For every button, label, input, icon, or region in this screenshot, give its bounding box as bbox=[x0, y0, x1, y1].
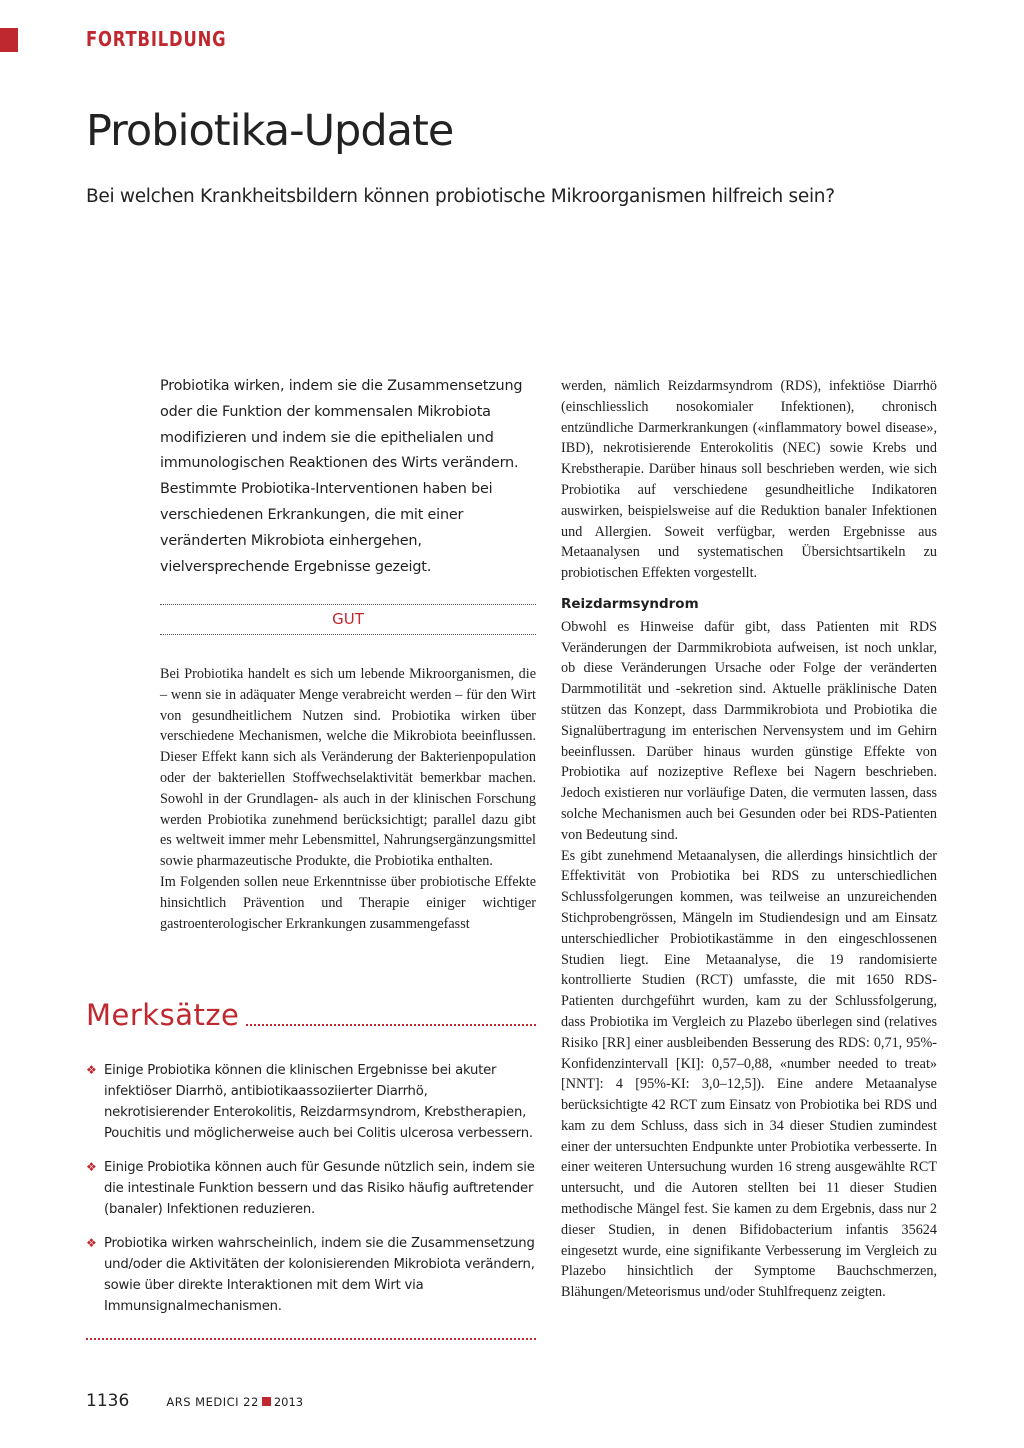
page-subtitle: Bei welchen Krankheitsbildern können probiotische Mikroorganismen hilfreich sein? bbox=[86, 186, 835, 207]
page-number: 1136 bbox=[86, 1391, 130, 1411]
list-item bbox=[86, 1157, 536, 1220]
section-heading: Reizdarmsyndrom bbox=[561, 595, 699, 612]
list-item bbox=[86, 1060, 536, 1144]
list-item-text: Einige Probiotika können auch für Gesunde nützlich sein, indem sie die intestinale Funktion bessern und das Risiko häufig auftretender (banaler) Infektionen reduzieren. bbox=[104, 1160, 535, 1217]
diamond-bullet-icon: ❖ bbox=[86, 1063, 97, 1077]
left-body-text bbox=[160, 664, 536, 934]
merksaetze-bottom-rule bbox=[86, 1338, 536, 1340]
divider bbox=[160, 634, 536, 635]
journal-year: 2013 bbox=[273, 1395, 304, 1409]
divider bbox=[160, 604, 536, 605]
section-marker bbox=[0, 28, 18, 52]
list-item-text: Probiotika wirken wahrscheinlich, indem sie die Zusammensetzung und/oder die Aktivitäten der kolonisierenden Mikrobiota verändern, sowie über direkte Interaktionen mit dem Wirt via Immunsignalmechanismen. bbox=[104, 1236, 535, 1314]
merksaetze-title: Merksätze bbox=[86, 998, 240, 1032]
diamond-bullet-icon: ❖ bbox=[86, 1236, 97, 1250]
body-paragraph: Bei Probiotika handelt es sich um lebende Mikroorganismen, die – wenn sie in adäquater Menge verabreicht werden – für den Wirt von gesundheitlichem Nutzen sind. Probiotika wirken über verschiedene Mechanismen, welche die Mikrobiota beeinflussen. Dieser Effekt kann sich als Veränderung der Bakterienpopulation oder der bakteriellen Stoffwechselaktivität bemerkbar machen. Sowohl in der Grundlagen- als auch in der klinischen Forschung werden Probiotika zunehmend berücksichtigt; parallel dazu gibt es weltweit immer mehr Lebensmittel, Nahrungsergänzungsmittel sowie pharmazeutische Produkte, die Probiotika enthalten. bbox=[160, 666, 536, 870]
body-paragraph: Es gibt zunehmend Metaanalysen, die allerdings hinsichtlich der Effektivität von Probiotika bei RDS zu unterschiedlichen Schlussfolgerungen kommen, was teilweise an unzureichenden Stichprobengrössen, Mängeln im Studiendesign und am Einsatz unterschiedlicher Probiotikastämme in den eingeschlossenen Studien liegt. Eine Metaanalyse, die 19 randomisierte kontrollierte Studien (RCT) umfasste, die mit 1650 RDS-Patienten durchgeführt wurden, kam zu der Schlussfolgerung, dass Probiotika im Vergleich zu Plazebo überlegen sind (relatives Risiko [RR] einer ausbleibenden Besserung des RDS: 0,71, 95%-Konfidenzintervall [KI]: 0,57–0,88, «number needed to treat» [NNT]: 4 [95%-KI: 3,0–12,5]). Eine andere Metaanalyse berücksichtigte 42 RCT zum Einsatz von Probiotika bei RDS und kam zu dem Schluss, dass sich in 34 dieser Studien zumindest einer der untersuchten Endpunkte unter Probiotika verbesserte. In einer weiteren Untersuchung wurden 16 streng ausgewählte RCT untersucht, und die Autoren stellten bei 11 dieser Studien methodische Mängel fest. Sie kamen zu dem Ergebnis, dass nur 2 dieser Studien, in denen Bifidobacterium infantis 35624 eingesetzt wurde, eine signifikante Verbesserung im Vergleich zu Plazebo hinsichtlich der Symptome Bauchschmerzen, Blähungen/Meteorismus und/oder Stuhlfrequenz zeigten. bbox=[561, 847, 937, 1301]
footer-marker bbox=[262, 1397, 271, 1406]
body-paragraph: werden, nämlich Reizdarmsyndrom (RDS), infektiöse Diarrhö (einschliesslich nosokomialer Infektionen), chronisch entzündliche Darmerkrankungen («inflammatory bowel disease», IBD), nekrotisierende Enterokolitis (NEC) sowie Krebs und Krebstherapie. Darüber hinaus soll beschrieben werden, wie sich Probiotika auf verschiedene gesundheitliche Indikatoren auswirken, beispielsweise auf die Reduktion banaler Infektionen und Allergien. Soweit verfügbar, werden Ergebnisse aus Metaanalysen und systematischen Übersichtsartikeln zu probiotischen Effekten vorgestellt. bbox=[561, 378, 937, 582]
page-footer bbox=[86, 1391, 303, 1411]
journal-name: ARS MEDICI 22 bbox=[166, 1395, 259, 1409]
rating-label: GUT bbox=[332, 610, 364, 628]
diamond-bullet-icon: ❖ bbox=[86, 1160, 97, 1174]
list-item bbox=[86, 1233, 536, 1317]
page-title: Probiotika-Update bbox=[86, 106, 454, 156]
merksaetze-list bbox=[86, 1060, 536, 1330]
body-paragraph: Obwohl es Hinweise dafür gibt, dass Patienten mit RDS Veränderungen der Darmmikrobiota aufweisen, ist noch unklar, ob diese Veränderungen Ursache oder Folge der veränderten Darmmotilität und -sekretion sind. Aktuelle präklinische Daten stützen das Konzept, dass Darmmikrobiota und Probiotika die Signalübertragung im enterischen Nervensystem und im Gehirn beeinflussen. Darüber hinaus wurden günstige Effekte von Probiotika auf nozizeptive Reflexe bei Nagern beschrieben. Jedoch existieren nur vorläufige Daten, die vermuten lassen, dass solche Mechanismen auch bei Gesunden oder bei RDS-Patienten von Bedeutung sind. bbox=[561, 618, 937, 843]
section-label: FORTBILDUNG bbox=[86, 27, 227, 51]
body-paragraph: Im Folgenden sollen neue Erkenntnisse über probiotische Effekte hinsichtlich Prävention und Therapie einiger wichtiger gastroenterologischer Erkrankungen zusammengefasst bbox=[160, 873, 536, 932]
lead-paragraph: Probiotika wirken, indem sie die Zusammensetzung oder die Funktion der kommensalen Mikrobiota modifizieren und indem sie die epithelialen und immunologischen Reaktionen des Wirts verändern. Bestimmte Probiotika-Interventionen haben bei verschiedenen Erkrankungen, die mit einer veränderten Mikrobiota einhergehen, vielversprechende Ergebnisse gezeigt. bbox=[160, 378, 523, 575]
right-body-text bbox=[561, 376, 937, 1303]
list-item-text: Einige Probiotika können die klinischen Ergebnisse bei akuter infektiöser Diarrhö, antibiotikaassoziierter Diarrhö, nekrotisierender Enterokolitis, Reizdarmsyndrom, Krebstherapien, Pouchitis und möglicherweise auch bei Colitis ulcerosa verbessern. bbox=[104, 1063, 533, 1141]
merksaetze-title-rule bbox=[246, 1024, 536, 1026]
